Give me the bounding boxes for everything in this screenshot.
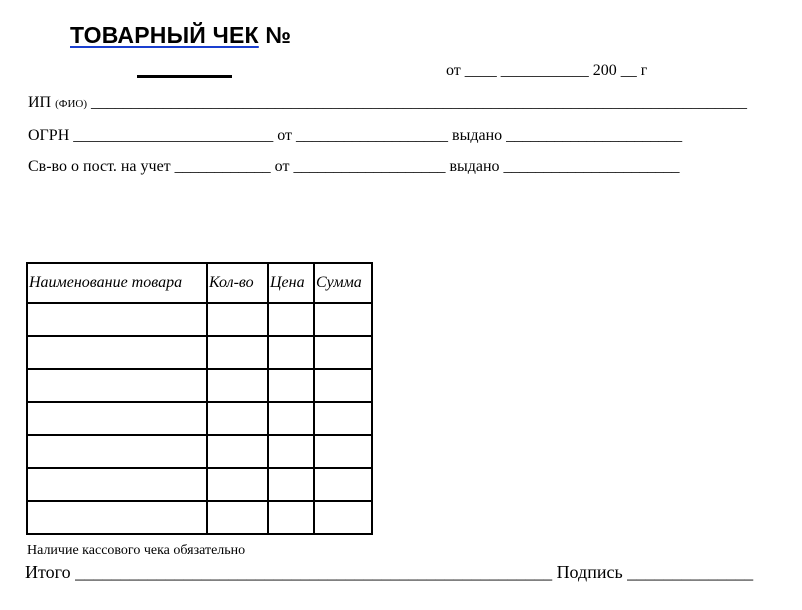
total-and-signature-line[interactable]: Итого _____________________________________________________ Подпись ______________ (25, 562, 754, 582)
table-row (27, 369, 372, 402)
quantity-cell[interactable] (207, 303, 268, 336)
item-name-cell[interactable] (27, 501, 207, 534)
table-row (27, 501, 372, 534)
column-header-price: Цена (268, 263, 314, 303)
sum-cell[interactable] (314, 402, 372, 435)
price-cell[interactable] (268, 369, 314, 402)
item-name-cell[interactable] (27, 369, 207, 402)
sum-cell[interactable] (314, 336, 372, 369)
column-header-sum: Сумма (314, 263, 372, 303)
title-text: ТОВАРНЫЙ ЧЕК (70, 22, 259, 48)
quantity-cell[interactable] (207, 402, 268, 435)
sum-cell[interactable] (314, 303, 372, 336)
quantity-cell[interactable] (207, 336, 268, 369)
price-cell[interactable] (268, 336, 314, 369)
quantity-cell[interactable] (207, 435, 268, 468)
ip-hint: (ФИО) (55, 98, 88, 110)
table-row (27, 402, 372, 435)
registration-certificate-line[interactable]: Св-во о пост. на учет ____________ от ___________________ выдано ______________________ (28, 158, 680, 175)
quantity-cell[interactable] (207, 501, 268, 534)
item-name-cell[interactable] (27, 468, 207, 501)
table-row (27, 468, 372, 501)
table-row (27, 303, 372, 336)
ogrn-line[interactable]: ОГРН _________________________ от ___________________ выдано ______________________ (28, 127, 683, 144)
ip-name-field[interactable]: __________________________________________________________________________________ (91, 94, 748, 111)
sum-cell[interactable] (314, 468, 372, 501)
column-header-item-name: Наименование товара (27, 263, 207, 303)
item-name-cell[interactable] (27, 402, 207, 435)
quantity-cell[interactable] (207, 369, 268, 402)
table-row (27, 336, 372, 369)
number-sign: № (265, 22, 292, 48)
column-header-quantity: Кол-во (207, 263, 268, 303)
item-name-cell[interactable] (27, 435, 207, 468)
date-field[interactable]: от ____ ___________ 200 __ г (446, 62, 648, 79)
item-name-cell[interactable] (27, 303, 207, 336)
receipt-number-field[interactable] (137, 45, 232, 78)
sum-cell[interactable] (314, 435, 372, 468)
price-cell[interactable] (268, 402, 314, 435)
table-header-row (27, 263, 372, 303)
sum-cell[interactable] (314, 501, 372, 534)
cash-receipt-note: Наличие кассового чека обязательно (27, 543, 246, 558)
quantity-cell[interactable] (207, 468, 268, 501)
items-table (26, 262, 373, 535)
price-cell[interactable] (268, 501, 314, 534)
table-row (27, 435, 372, 468)
ip-label: ИП (28, 94, 52, 111)
price-cell[interactable] (268, 468, 314, 501)
ip-line (28, 94, 747, 113)
sum-cell[interactable] (314, 369, 372, 402)
price-cell[interactable] (268, 435, 314, 468)
price-cell[interactable] (268, 303, 314, 336)
item-name-cell[interactable] (27, 336, 207, 369)
